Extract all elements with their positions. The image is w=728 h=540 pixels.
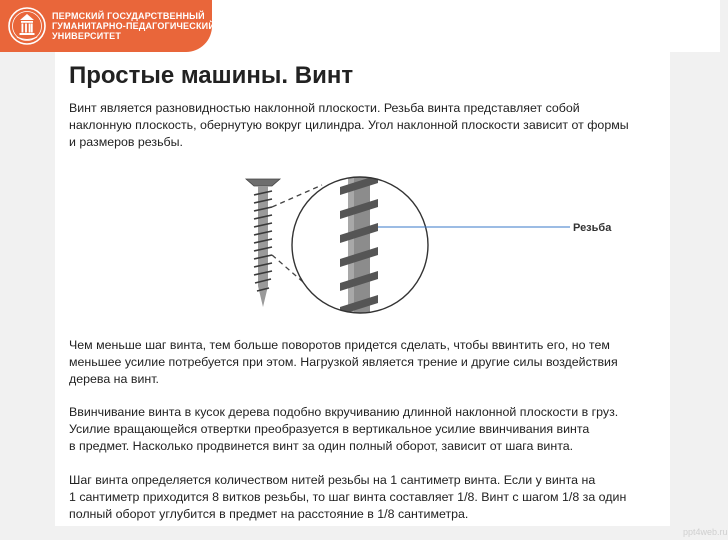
university-name-line-1: ПЕРМСКИЙ ГОСУДАРСТВЕННЫЙ (52, 11, 205, 21)
header-bar (0, 0, 720, 52)
slide-title: Простые машины. Винт (69, 62, 354, 89)
university-logo-icon (7, 6, 47, 46)
pitch-line-2: меньшее усилие потребуется при этом. Нагрузкой является трение и другие силы воздействия (69, 355, 618, 369)
screwing-line-2: Усилие вращающейся отвертки преобразуется в вертикальное усилие ввинчивания винта (69, 422, 590, 436)
watermark: ppt4web.ru (683, 527, 728, 537)
screw-magnified-icon (240, 167, 612, 327)
intro-line-2: наклонную плоскость, обернутую вокруг цилиндра. Угол наклонной плоскости зависит от формы (69, 118, 629, 132)
screwing-line-3: в предмет. Насколько продвинется винт за один полный оборот, зависит от шага винта. (69, 439, 574, 453)
pitch-line-3: дерева на винт. (69, 372, 159, 386)
screwing-paragraph (69, 404, 665, 455)
university-badge (0, 0, 215, 52)
pitch-paragraph (69, 337, 665, 388)
intro-line-1: Винт является разновидностью наклонной плоскости. Резьба винта представляет собой (69, 101, 580, 115)
university-name-line-3: УНИВЕРСИТЕТ (52, 31, 122, 41)
intro-line-3: и размеров резьбы. (69, 135, 183, 149)
definition-line-3: полный оборот углубится в предмет на расстояние в 1/8 сантиметра. (69, 507, 469, 521)
screwing-line-1: Ввинчивание винта в кусок дерева подобно вкручиванию длинной наклонной плоскости в груз. (69, 405, 619, 419)
university-name (52, 11, 215, 41)
university-name-line-2: ГУМАНИТАРНО-ПЕДАГОГИЧЕСКИЙ (52, 21, 215, 31)
definition-line-1: Шаг винта определяется количеством нитей резьбы на 1 сантиметр винта. Если у винта на (69, 473, 596, 487)
pitch-line-1: Чем меньше шаг винта, тем больше поворотов придется сделать, чтобы ввинтить его, но тем (69, 338, 610, 352)
intro-paragraph (69, 100, 665, 151)
definition-line-2: 1 сантиметр приходится 8 витков резьбы, то шаг винта составляет 1/8. Винт с шагом 1/8 за один (69, 490, 627, 504)
definition-paragraph (69, 472, 665, 523)
thread-label: Резьба (573, 222, 612, 234)
slide-content (55, 52, 670, 526)
